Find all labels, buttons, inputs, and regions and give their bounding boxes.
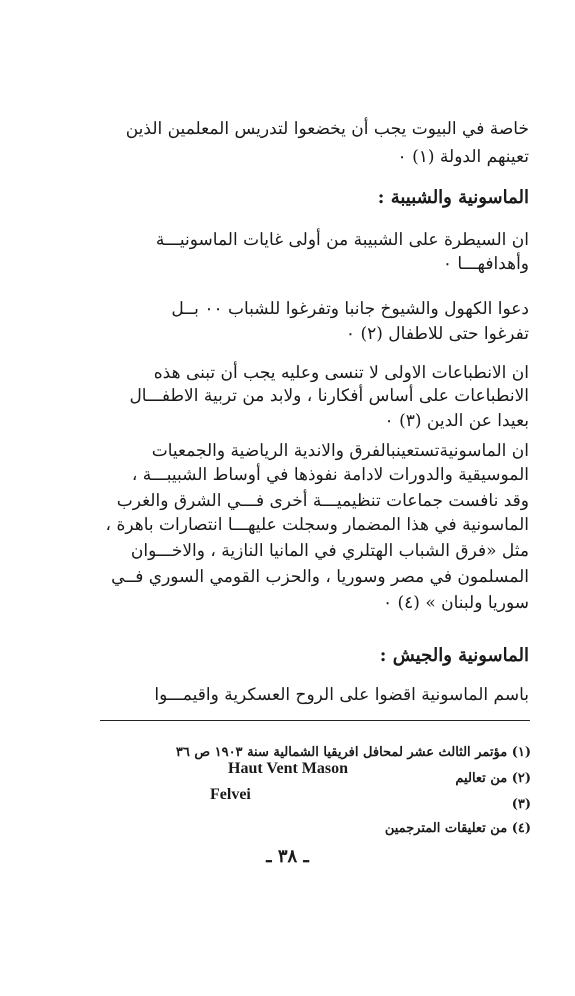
footnote: (٣) — [511, 797, 531, 812]
text-line: تفرغوا حتى للاطفال (٢) ٠ — [345, 324, 529, 344]
text-line: بعيدا عن الدين (٣) ٠ — [384, 411, 529, 431]
footnote-latin-text: Haut Vent Mason — [228, 760, 349, 777]
text-line: وأهدافهـــا ٠ — [442, 254, 529, 274]
page-number: ـ ٣٨ ـ — [266, 846, 309, 867]
footnote-divider — [100, 720, 530, 721]
text-line: باسم الماسونية اقضوا على الروح العسكرية واقيمـــوا — [154, 685, 529, 705]
footnote: (١) مؤتمر الثالث عشر لمحافل افريقيا الشمالية سنة ١٩٠٣ ص ٣٦ — [175, 745, 531, 760]
text-line: وقد نافست جماعات تنظيميـــة أخرى فـــي الشرق والغرب — [116, 491, 529, 511]
text-line: سوريا ولبنان » (٤) ٠ — [382, 593, 529, 613]
text-line: ان الانطباعات الاولى لا تنسى وعليه يجب أن تبنى هذه — [153, 363, 529, 383]
text-line: ان الماسونيةتستعينبالفرق والاندية الرياضية والجمعيات — [151, 441, 529, 461]
text-line: المسلمون في مصر وسوريا ، والحزب القومي السوري فــي — [111, 567, 529, 587]
section-heading: الماسونية والجيش : — [379, 645, 529, 666]
text-line: مثل «فرق الشباب الهتلري في المانيا النازية ، والاخـــوان — [130, 541, 529, 561]
text-line: الماسونية في هذا المضمار وسجلت عليهـــا انتصارات باهرة ، — [105, 515, 529, 535]
text-line: تعينهم الدولة (١) ٠ — [397, 147, 529, 167]
footnote: (٤) من تعليقات المترجمين — [384, 821, 531, 836]
text-line: الموسيقية والدورات لادامة نفوذها في أوساط الشبيبـــة ، — [131, 465, 529, 485]
text-line: دعوا الكهول والشيوخ جانبا وتفرغوا للشباب ٠٠ بــل — [171, 299, 529, 319]
section-heading: الماسونية والشبيبة : — [377, 187, 529, 208]
footnote-latin-text: Felvei — [210, 786, 251, 803]
footnote: (٢) من تعاليم — [455, 771, 531, 786]
text-line: الانطباعات على أساس أفكارنا ، ولابد من تربية الاطفـــال — [129, 386, 529, 406]
text-line: خاصة في البيوت يجب أن يخضعوا لتدريس المعلمين الذين — [125, 119, 529, 139]
text-line: ان السيطرة على الشبيبة من أولى غايات الماسونيـــة — [155, 230, 529, 250]
